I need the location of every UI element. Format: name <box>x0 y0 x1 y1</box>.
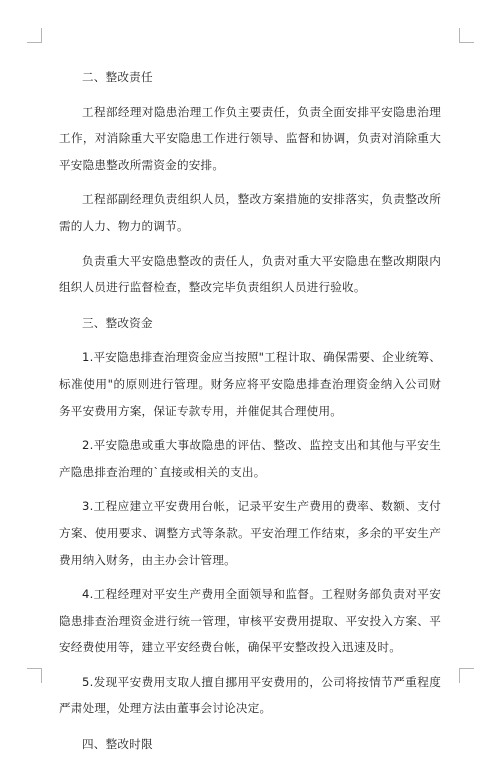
paragraph-funds-item-2: 2.平安隐患或重大事故隐患的评估、整改、监控支出和其他与平安生产隐患排查治理的`直接或相关的支出。 <box>59 438 441 479</box>
paragraph-funds-item-3: 3.工程应建立平安费用台帐，记录平安生产费用的费率、数额、支付方案、使用要求、调整方式等条款。平安治理工作结束，多余的平安生产费用纳入财务，由主办会计管理。 <box>59 499 441 567</box>
paragraph-funds-item-4: 4.工程经理对平安生产费用全面领导和监督。工程财务部负责对平安隐患排查治理资金进行统一管理，审核平安费用提取、平安投入方案、平安经费使用等，建立平安经费台帐，确保平安整改投入迅速及时。 <box>59 587 441 655</box>
crop-mark-bottom-right <box>459 668 474 683</box>
section-heading-funds: 三、整改资金 <box>82 315 153 330</box>
crop-mark-top-right <box>459 28 474 43</box>
crop-mark-bottom-left <box>27 668 42 683</box>
paragraph-deputy-manager-responsibility: 工程部副经理负责组织人员，整改方案措施的安排落实，负责整改所需的人力、物力的调节。 <box>59 192 441 233</box>
paragraph-funds-item-5: 5.发现平安费用支取人擅自挪用平安费用的，公司将按情节严重程度严肃处理，处理方法由董事会讨论决定。 <box>59 674 441 716</box>
section-heading-responsibility: 二、整改责任 <box>82 70 153 84</box>
document-body <box>59 64 441 758</box>
paragraph-person-in-charge: 负责重大平安隐患整改的责任人，负责对重大平安隐患在整改期限内组织人员进行监督检查，整改完毕负责组织人员进行验收。 <box>59 253 441 295</box>
crop-mark-top-left <box>27 28 42 43</box>
paragraph-funds-item-1: 1.平安隐患排查治理资金应当按照"工程计取、确保需要、企业统筹、标准使用"的原则进行管理。财务应将平安隐患排查治理资金纳入公司财务平安费用方案，保证专款专用，并催促其合理使用。 <box>59 350 442 418</box>
paragraph-manager-responsibility: 工程部经理对隐患治理工作负主要责任，负责全面安排平安隐患治理工作，对消除重大平安隐患工作进行领导、监督和协调，负责对消除重大平安隐患整改所需资金的安排。 <box>59 104 441 172</box>
section-heading-deadline: 四、整改时限 <box>82 737 153 752</box>
